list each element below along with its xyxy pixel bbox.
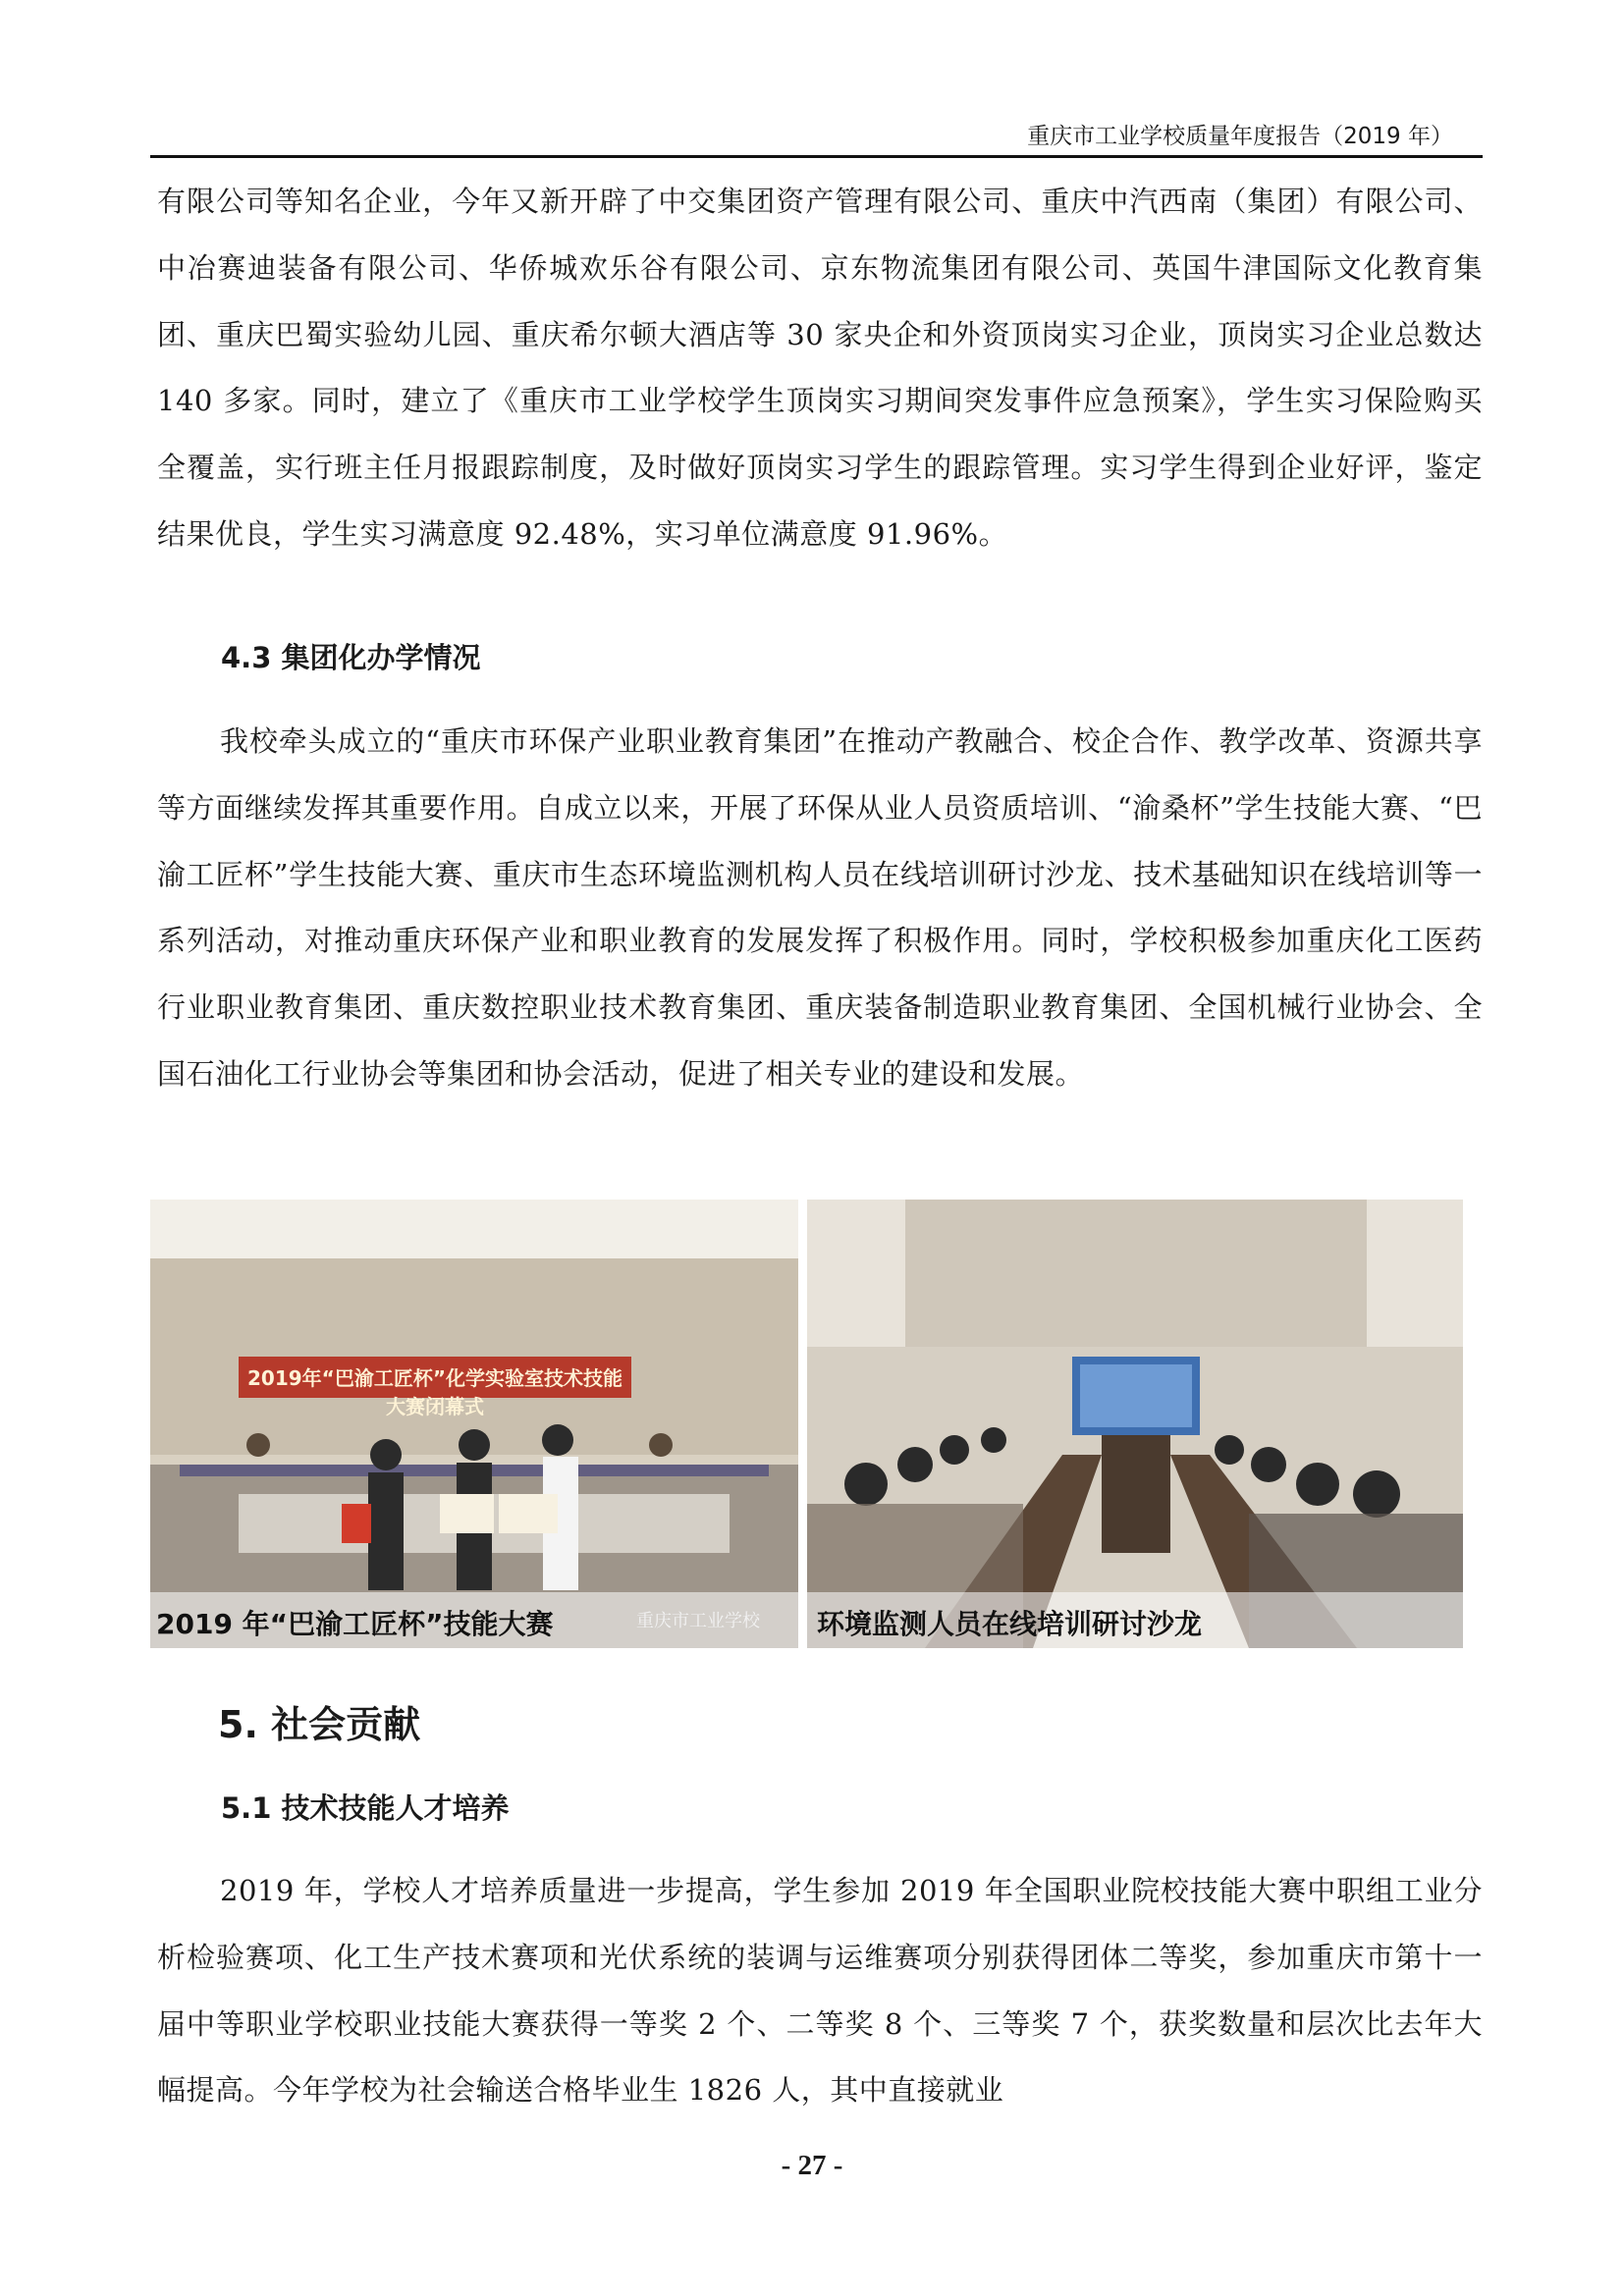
section-5-1-heading: 5.1 技术技能人才培养 [221, 1791, 510, 1825]
header-title: 重庆市工业学校质量年度报告（2019 年） [1027, 124, 1453, 149]
section-4-3-heading: 4.3 集团化办学情况 [221, 641, 481, 674]
section-5-heading: 5. 社会贡献 [218, 1703, 421, 1746]
page-number: - 27 - [781, 2150, 843, 2181]
training-salon-illustration [807, 1200, 1463, 1648]
group-education-paragraph: 我校牵头成立的“重庆市环保产业职业教育集团”在推动产教融合、校企合作、教学改革、资源共享等方面继续发挥其重要作用。自成立以来，开展了环保从业人员资质培训、“渝桑杯”学生技能大赛、“巴渝工匠杯”学生技能大赛、重庆市生态环境监测机构人员在线培训研讨沙龙、技术基础知识在线培训等一系列活动，对推动重庆环保产业和职业教育的发展发挥了积极作用。同时，学校积极参加重庆化工医药行业职业教育集团、重庆数控职业技术教育集团、重庆装备制造职业教育集团、全国机械行业协会、全国石油化工行业协会等集团和协会活动，促进了相关专业的建设和发展。 [157, 724, 1483, 1091]
contest-banner-text: 2019年“巴渝工匠杯”化学实验室技术技能大赛闭幕式 [247, 1366, 623, 1418]
photo-training-salon [807, 1200, 1463, 1648]
watermark-text: 重庆市工业学校 [636, 1611, 760, 1631]
skills-contest-illustration [150, 1200, 798, 1648]
internship-paragraph: 有限公司等知名企业，今年又新开辟了中交集团资产管理有限公司、重庆中汽西南（集团）有限公司、中冶赛迪装备有限公司、华侨城欢乐谷有限公司、京东物流集团有限公司、英国牛津国际文化教育集团、重庆巴蜀实验幼儿园、重庆希尔顿大酒店等 30 家央企和外资顶岗实习企业，顶岗实习企业总数达 140 多家。同时，建立了《重庆市工业学校学生顶岗实习期间突发事件应急预案》，学生实习保险购买全覆盖，实行班主任月报跟踪制度，及时做好顶岗实习学生的跟踪管理。实习学生得到企业好评，鉴定结果优良，学生实习满意度 92.48%，实习单位满意度 91.96%。 [157, 185, 1483, 551]
page-header [150, 116, 1483, 158]
photo-skills-contest [150, 1200, 798, 1648]
talent-cultivation-paragraph: 2019 年，学校人才培养质量进一步提高，学生参加 2019 年全国职业院校技能大赛中职组工业分析检验赛项、化工生产技术赛项和光伏系统的装调与运维赛项分别获得团体二等奖，参加重庆市第十一届中等职业学校职业技能大赛获得一等奖 2 个、二等奖 8 个、三等奖 7 个，获奖数量和层次比去年大幅提高。今年学校为社会输送合格毕业生 1826 人，其中直接就业 [157, 1874, 1483, 2108]
photo-caption-salon: 环境监测人员在线培训研讨沙龙 [817, 1608, 1203, 1640]
photo-caption-contest: 2019 年“巴渝工匠杯”技能大赛 [156, 1608, 554, 1640]
